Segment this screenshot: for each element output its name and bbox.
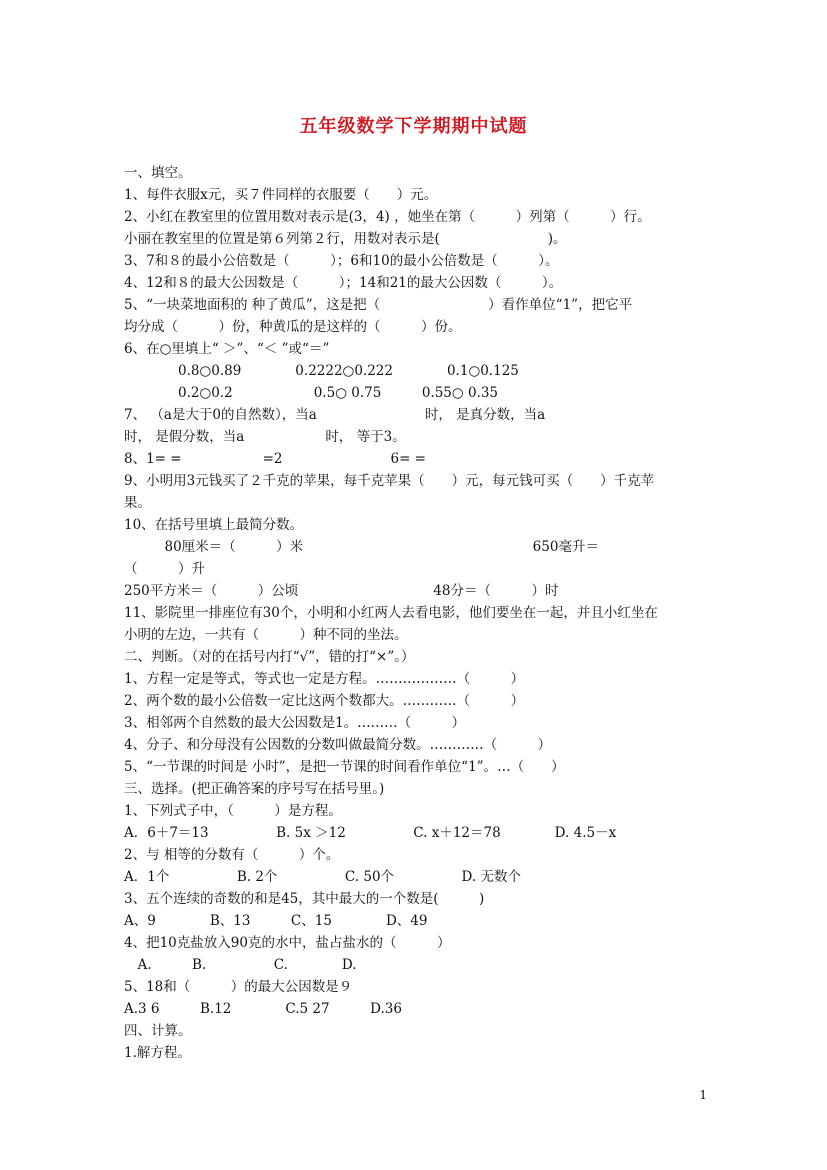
text-line: 0.8○0.89 0.2222○0.222 0.1○0.125 <box>124 363 519 379</box>
text-line: 1、方程一定是等式，等式也一定是方程。………………（ ） <box>124 671 525 687</box>
text-line: A. B. C. D. <box>124 957 357 973</box>
text-line: A．1个 B. 2个 C. 50个 D. 无数个 <box>124 869 521 885</box>
text-line: 小明的左边，一共有（ ）种不同的坐法。 <box>124 627 408 643</box>
text-line: 0.2○0.2 0.5○ 0.75 0.55○ 0.35 <box>124 385 499 401</box>
text-line: 6、在○里填上“ ＞”、“＜ ”或“＝” <box>124 341 330 357</box>
text-line: 5、“一节课的时间是 小时”，是把一节课的时间看作单位“1”。…（ ） <box>124 759 565 775</box>
text-line: 5、“一块菜地面积的 种了黄瓜”，这是把（ ）看作单位“1”，把它平 <box>124 297 633 313</box>
text-line: 小丽在教室里的位置是第６列第２行，用数对表示是( )。 <box>124 231 567 247</box>
text-line: 80厘米＝（ ）米 650毫升＝ <box>124 539 599 555</box>
text-line: 1、下列式子中，（ ）是方程。 <box>124 803 342 819</box>
text-line: 3、7和８的最小公倍数是（ ）；6和10的最小公倍数是（ ）。 <box>124 253 559 269</box>
text-line: 三、选择。(把正确答案的序号写在括号里。) <box>124 781 385 797</box>
text-line: 7、 （a是大于0的自然数），当a 时， 是真分数，当a <box>124 407 546 423</box>
text-line: 3、相邻两个自然数的最大公因数是1。………（ ） <box>124 715 466 731</box>
text-line: 均分成（ ）份，种黄瓜的是这样的（ ）份。 <box>124 319 462 335</box>
text-line: 1.解方程。 <box>124 1045 191 1061</box>
text-line: 4、把10克盐放入90克的水中，盐占盐水的（ ） <box>124 935 451 951</box>
text-line: 4、分子、和分母没有公因数的分数叫做最简分数。…………（ ） <box>124 737 552 753</box>
text-line: 4、12和８的最大公因数是（ ）；14和21的最大公因数（ ）。 <box>124 275 563 291</box>
text-line: 二、判断。（对的在括号内打“√”，错的打“×”。） <box>124 649 415 665</box>
text-line: 9、小明用3元钱买了２千克的苹果，每千克苹果（ ）元，每元钱可买（ ）千克苹 <box>124 473 655 489</box>
text-line: 一、填空。 <box>124 165 192 181</box>
page-title: 五年级数学下学期期中试题 <box>299 116 528 137</box>
text-line: 8、1= = =2 6= = <box>124 451 426 467</box>
text-line: 10、在括号里填上最简分数。 <box>124 517 304 533</box>
text-line: 250平方米＝（ ）公顷 48分＝（ ）时 <box>124 583 559 599</box>
page-number: 1 <box>699 1088 707 1102</box>
text-line: 2、小红在教室里的位置用数对表示是(3，4) ，她坐在第（ ）列第（ ）行。 <box>124 209 651 225</box>
text-line: 时， 是假分数，当a 时， 等于3。 <box>124 429 406 445</box>
text-line: 四、计算。 <box>124 1023 192 1039</box>
text-line: A．6＋7＝13 B. 5ⅹ ＞12 C. ⅹ＋12＝78 D. 4.5－ⅹ <box>124 825 617 841</box>
text-line: 11、影院里一排座位有30个，小明和小红两人去看电影，他们要坐在一起，并且小红坐在 <box>124 605 658 621</box>
text-line: A.3 6 B.12 C.5 27 D.36 <box>124 1001 402 1017</box>
text-line: A、9 B、13 C、15 D、49 <box>124 913 428 929</box>
text-line: 2、两个数的最小公倍数一定比这两个数都大。…………（ ） <box>124 693 525 709</box>
text-line: 1、每件衣服ⅹ元，买７件同样的衣服要（ ）元。 <box>124 187 438 203</box>
text-line: 3、五个连续的奇数的和是45，其中最大的一个数是( ) <box>124 891 485 907</box>
text-line: 果。 <box>124 495 151 511</box>
text-line: 5、18和（ ）的最大公因数是９ <box>124 979 353 995</box>
text-line: 2、与 相等的分数有（ ）个。 <box>124 847 340 863</box>
text-line: （ ）升 <box>124 561 205 577</box>
